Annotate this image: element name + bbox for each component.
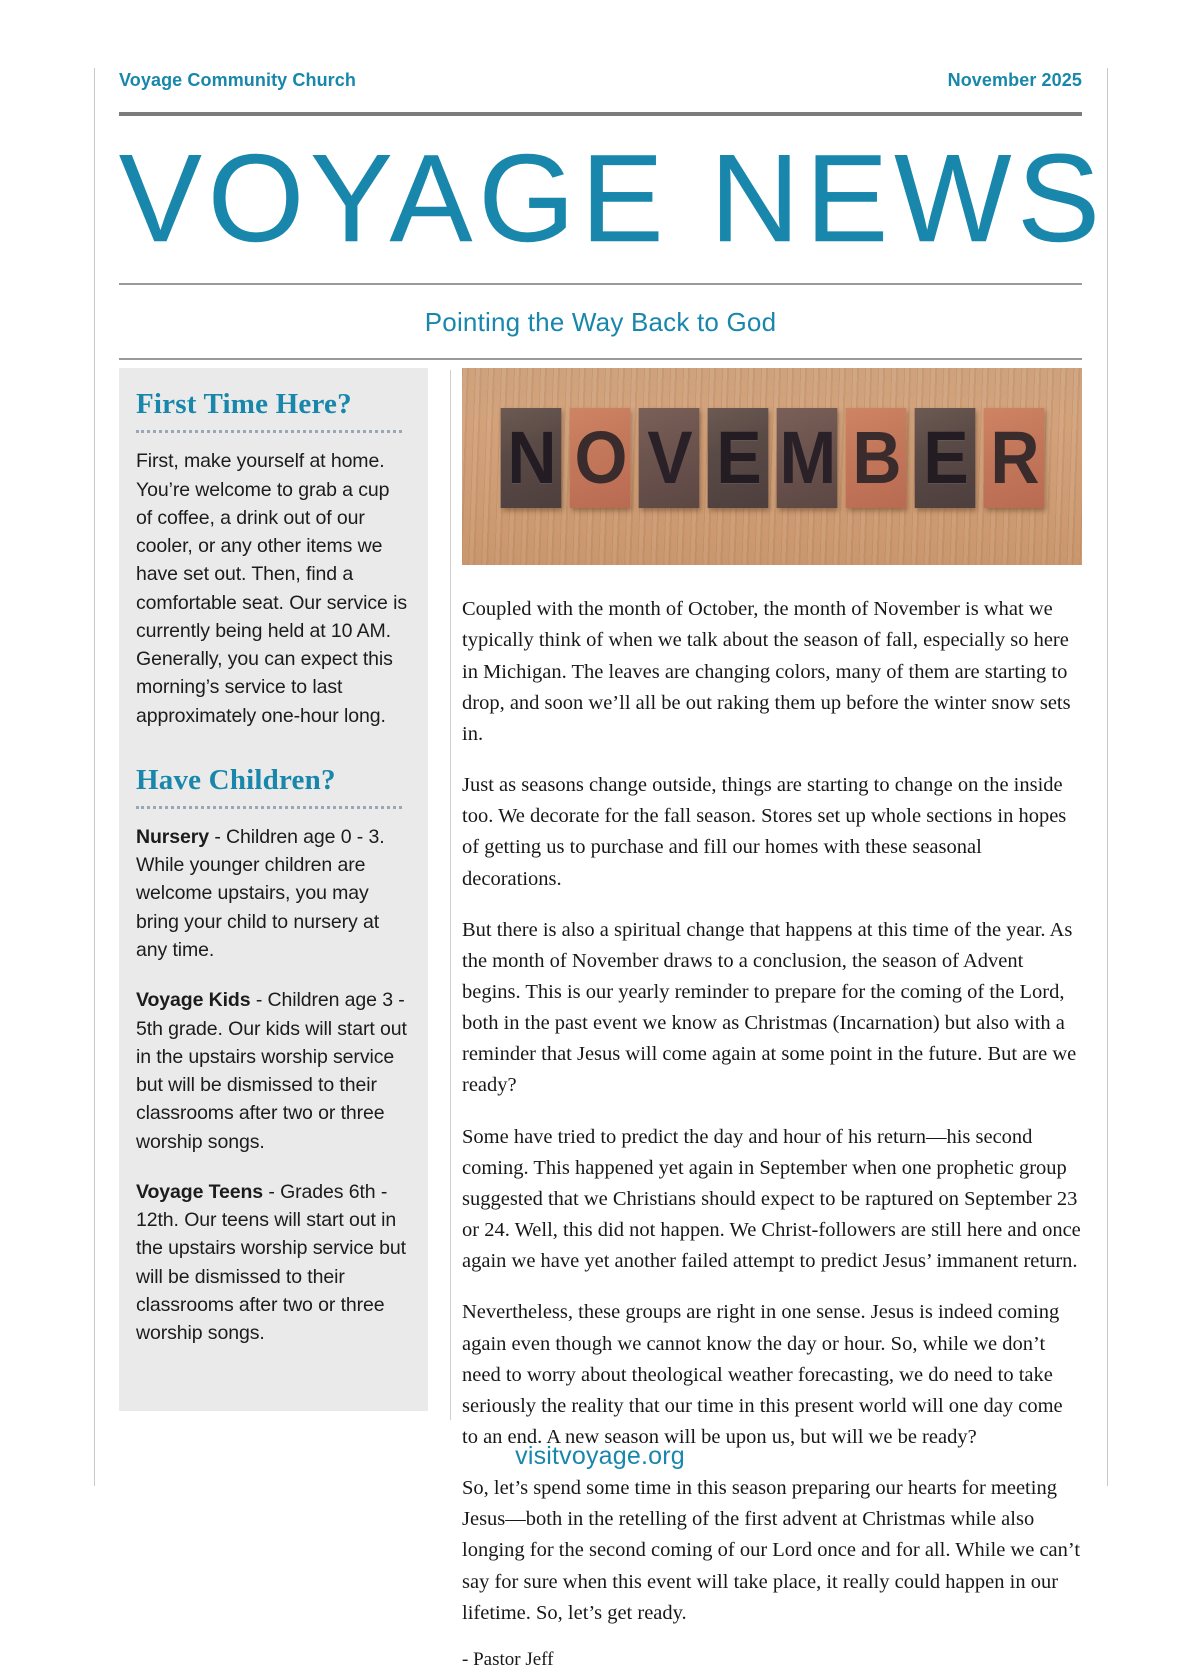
tagline: Pointing the Way Back to God xyxy=(424,307,777,338)
sidebar-label-voyage-kids: Voyage Kids xyxy=(136,989,251,1012)
issue-date: November 2025 xyxy=(947,70,1082,90)
article-signature: - Pastor Jeff xyxy=(462,1648,554,1670)
sidebar-label-voyage-teens: Voyage Teens xyxy=(136,1180,264,1203)
column-divider xyxy=(450,370,451,1420)
letter-block: N xyxy=(500,408,561,508)
sidebar xyxy=(119,368,428,1411)
page-content xyxy=(119,0,1106,1671)
article-column xyxy=(428,360,1082,1671)
sidebar-heading-have-children: Have Children? xyxy=(136,763,336,796)
letter-block: M xyxy=(776,408,837,508)
letter-block: O xyxy=(569,408,630,508)
masthead-row xyxy=(119,0,1082,91)
letter-block: E xyxy=(914,408,975,508)
sidebar-label-nursery: Nursery xyxy=(136,825,210,848)
sidebar-heading-first-time: First Time Here? xyxy=(136,388,352,421)
sidebar-paragraph: First, make yourself at home. You’re welcome to grab a cup of coffee, a drink out of our cooler, or any other items we have set out. Then, find a comfortable seat. Our service is currently being held at 10 AM. Generally, you can expect this morning’s service to last approximately one-hour long. xyxy=(136,450,407,727)
church-name: Voyage Community Church xyxy=(119,70,356,90)
body-columns xyxy=(119,360,1082,1671)
article-paragraph: But there is also a spiritual change that happens at this time of the year. As the month of November draws to a conclusion, the season of Advent begins. This is our yearly reminder to prepare for the coming of the Lord, both in the past event we know as Christmas (Incarnation) but also with a reminder that Jesus will come again at some point in the future. But are we ready? xyxy=(462,918,1077,1097)
dotted-divider xyxy=(136,806,402,809)
page-border-right xyxy=(1107,68,1108,1486)
sidebar-text-voyage-teens: - Grades 6th - 12th. Our teens will start out in the upstairs worship service but will be dismissed to their classrooms after two or three worship songs. xyxy=(136,1180,406,1345)
article-paragraph: Just as seasons change outside, things are starting to change on the inside too. We decorate for the fall season. Stores set up whole sections in hopes of getting us to purchase and fill our homes with these seasonal decorations. xyxy=(462,774,1067,890)
sidebar-text-voyage-kids: - Children age 3 - 5th grade. Our kids will start out in the upstairs worship service but will be dismissed to their classrooms after two or three worship songs. xyxy=(136,989,407,1153)
footer xyxy=(0,1442,1200,1471)
article-paragraph: Some have tried to predict the day and hour of his return—his second coming. This happened yet again in September when one prophetic group suggested that we Christians should expect to be raptured on September 23 or 24. Well, this did not happen. We Christ-followers are still here and once again we have yet another failed attempt to predict Jesus’ immanent return. xyxy=(462,1125,1081,1273)
letter-block: E xyxy=(707,408,768,508)
page-border-left xyxy=(94,68,95,1486)
dotted-divider xyxy=(136,430,402,433)
hero-letter-row xyxy=(462,408,1082,508)
letter-block: B xyxy=(845,408,906,508)
sidebar-paragraph-nursery xyxy=(136,823,408,964)
article-paragraph: So, let’s spend some time in this season preparing our hearts for meeting Jesus—both in the retelling of the first advent at Christmas while also longing for the second coming of our Lord once and for all. While we can’t say for sure when this event will take place, it really could happen in our lifetime. So, let’s get ready. xyxy=(462,1477,1081,1624)
sidebar-paragraph-voyage-teens xyxy=(136,1178,408,1348)
article-paragraph: Coupled with the month of October, the month of November is what we typically think of when we talk about the season of fall, especially so here in Michigan. The leaves are changing colors, many of them are starting to drop, and soon we’ll all be out raking them up before the winter snow sets in. xyxy=(462,598,1071,745)
masthead-title-wrap xyxy=(119,116,1106,275)
letter-block: V xyxy=(638,408,699,508)
november-letterpress-image xyxy=(462,368,1082,565)
sidebar-text-nursery: - Children age 0 - 3. While younger children are welcome upstairs, you may bring your child to nursery at any time. xyxy=(136,825,385,961)
sidebar-paragraph-voyage-kids xyxy=(136,986,408,1156)
article-paragraph: Nevertheless, these groups are right in one sense. Jesus is indeed coming again even though we cannot know the day or hour. So, while we don’t need to worry about theological weather forecasting, we do need to take seriously the reality that our time in this present world will one day come to an end. A new season will be upon us, but will we be ready? xyxy=(462,1301,1063,1449)
website-link[interactable]: visitvoyage.org xyxy=(515,1442,685,1470)
newsletter-title: VOYAGE NEWS xyxy=(119,130,1106,268)
letter-block: R xyxy=(983,408,1044,508)
